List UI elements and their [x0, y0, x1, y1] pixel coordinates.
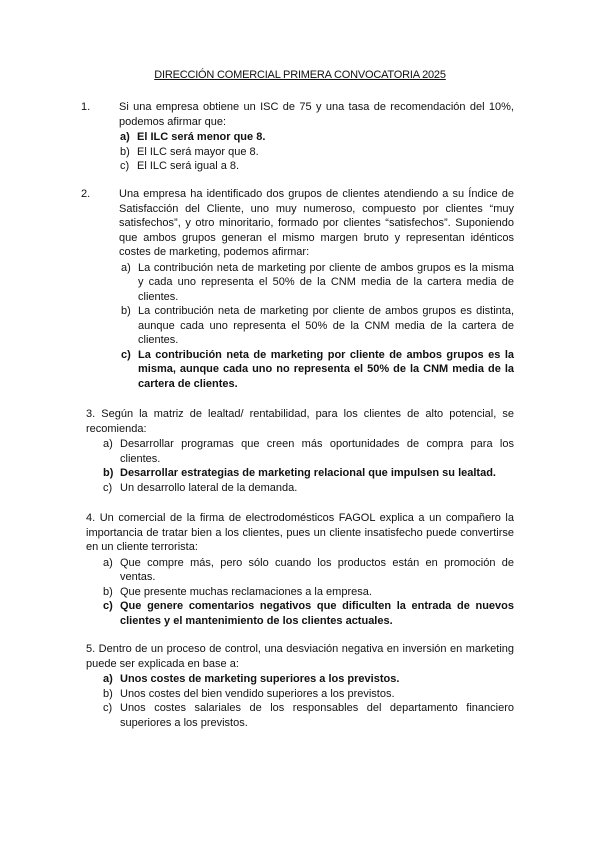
option-text: La contribución neta de marketing por cliente de ambos grupos es la misma y cada uno representa el 50% de la CNM media de la cartera media de clientes. — [138, 261, 514, 303]
question-3 — [86, 407, 514, 495]
option-b — [103, 687, 514, 702]
option-label: c) — [120, 160, 130, 172]
question-number: 4. — [86, 512, 96, 524]
option-text: La contribución neta de marketing por cliente de ambos grupos es la misma, aunque cada uno no representa el 50% de la CNM media de la cartera de clientes. — [138, 348, 514, 390]
question-stem: Una empresa ha identificado dos grupos de clientes atendiendo a su Índice de Satisfacción del Cliente, uno muy numeroso, compuesto por clientes “muy satisfechos”, y otro minoritario, formado por clientes “satisfechos”. Suponiendo que ambos grupos generan el mismo margen bruto y representan idénticos costes de marketing, podemos afirmar: — [119, 188, 514, 258]
option-label: b) — [103, 687, 113, 700]
option-a — [103, 672, 514, 687]
option-label: b) — [103, 585, 113, 598]
option-list — [120, 130, 514, 174]
question-number: 1. — [81, 101, 91, 113]
option-b — [121, 304, 514, 348]
option-text: Unos costes de marketing superiores a los previstos. — [120, 673, 400, 685]
option-label: c) — [103, 481, 113, 494]
option-label: a) — [103, 556, 113, 569]
option-label: b) — [121, 305, 131, 317]
question-4 — [86, 511, 514, 628]
option-label: c) — [103, 702, 113, 714]
option-text: Que presente muchas reclamaciones a la empresa. — [120, 585, 372, 598]
option-list — [121, 261, 514, 392]
question-2 — [81, 187, 514, 391]
option-b — [103, 585, 514, 600]
question-1 — [81, 100, 514, 174]
option-a — [103, 437, 514, 466]
option-text: Que compre más, pero sólo cuando los productos están en promoción de ventas. — [120, 556, 514, 583]
option-text: Desarrollar estrategias de marketing relacional que impulsen su lealtad. — [120, 467, 496, 479]
option-a — [103, 556, 514, 585]
option-label: c) — [103, 600, 113, 612]
question-number: 3. — [86, 408, 96, 420]
option-b — [120, 145, 514, 160]
option-b — [103, 466, 514, 481]
option-text: Unos costes del bien vendido superiores a los previstos. — [120, 687, 395, 700]
question-stem: Dentro de un proceso de control, una desviación negativa en inversión en marketing puede ser explicada en base a: — [86, 643, 514, 670]
option-a — [120, 130, 514, 145]
question-stem: Un comercial de la firma de electrodomésticos FAGOL explica a un compañero la importancia de tratar bien a los clientes, pues un cliente insatisfecho puede convertirse en un cliente terrorista: — [86, 512, 514, 553]
option-text: Desarrollar programas que creen más oportunidades de compra para los clientes. — [120, 438, 514, 465]
document-title: DIRECCIÓN COMERCIAL PRIMERA CONVOCATORIA 2025 — [154, 69, 446, 81]
option-c — [103, 481, 514, 496]
option-a — [121, 261, 514, 305]
option-c — [103, 599, 514, 628]
option-label: b) — [103, 467, 114, 479]
option-text: El ILC será menor que 8. — [137, 131, 266, 143]
option-list — [103, 437, 514, 495]
option-label: a) — [103, 673, 113, 685]
option-list — [103, 672, 514, 730]
option-label: a) — [120, 131, 130, 143]
option-label: c) — [121, 348, 131, 361]
option-c — [121, 348, 514, 392]
option-c — [103, 701, 514, 730]
question-stem: Según la matriz de lealtad/ rentabilidad, para los clientes de alto potencial, se recomienda: — [86, 408, 514, 435]
question-number: 2. — [81, 188, 91, 200]
option-text: Unos costes salariales de los responsables del departamento financiero superiores a los previstos. — [120, 702, 514, 729]
question-stem: Si una empresa obtiene un ISC de 75 y una tasa de recomendación del 10%, podemos afirmar que: — [119, 101, 514, 128]
option-label: a) — [121, 261, 131, 274]
question-number: 5. — [86, 643, 96, 655]
option-text: El ILC será igual a 8. — [137, 160, 240, 172]
option-text: Un desarrollo lateral de la demanda. — [120, 481, 298, 494]
option-text: Que genere comentarios negativos que dificulten la entrada de nuevos clientes y el mantenimiento de los clientes actuales. — [120, 600, 514, 627]
option-text: El ILC será mayor que 8. — [137, 145, 259, 158]
option-label: b) — [120, 145, 130, 158]
option-text: La contribución neta de marketing por cliente de ambos grupos es distinta, aunque cada uno representa el 50% de la CNM media de la cartera de clientes. — [138, 305, 514, 346]
option-label: a) — [103, 438, 113, 450]
question-5 — [86, 642, 514, 730]
option-c — [120, 159, 514, 174]
option-list — [103, 556, 514, 629]
